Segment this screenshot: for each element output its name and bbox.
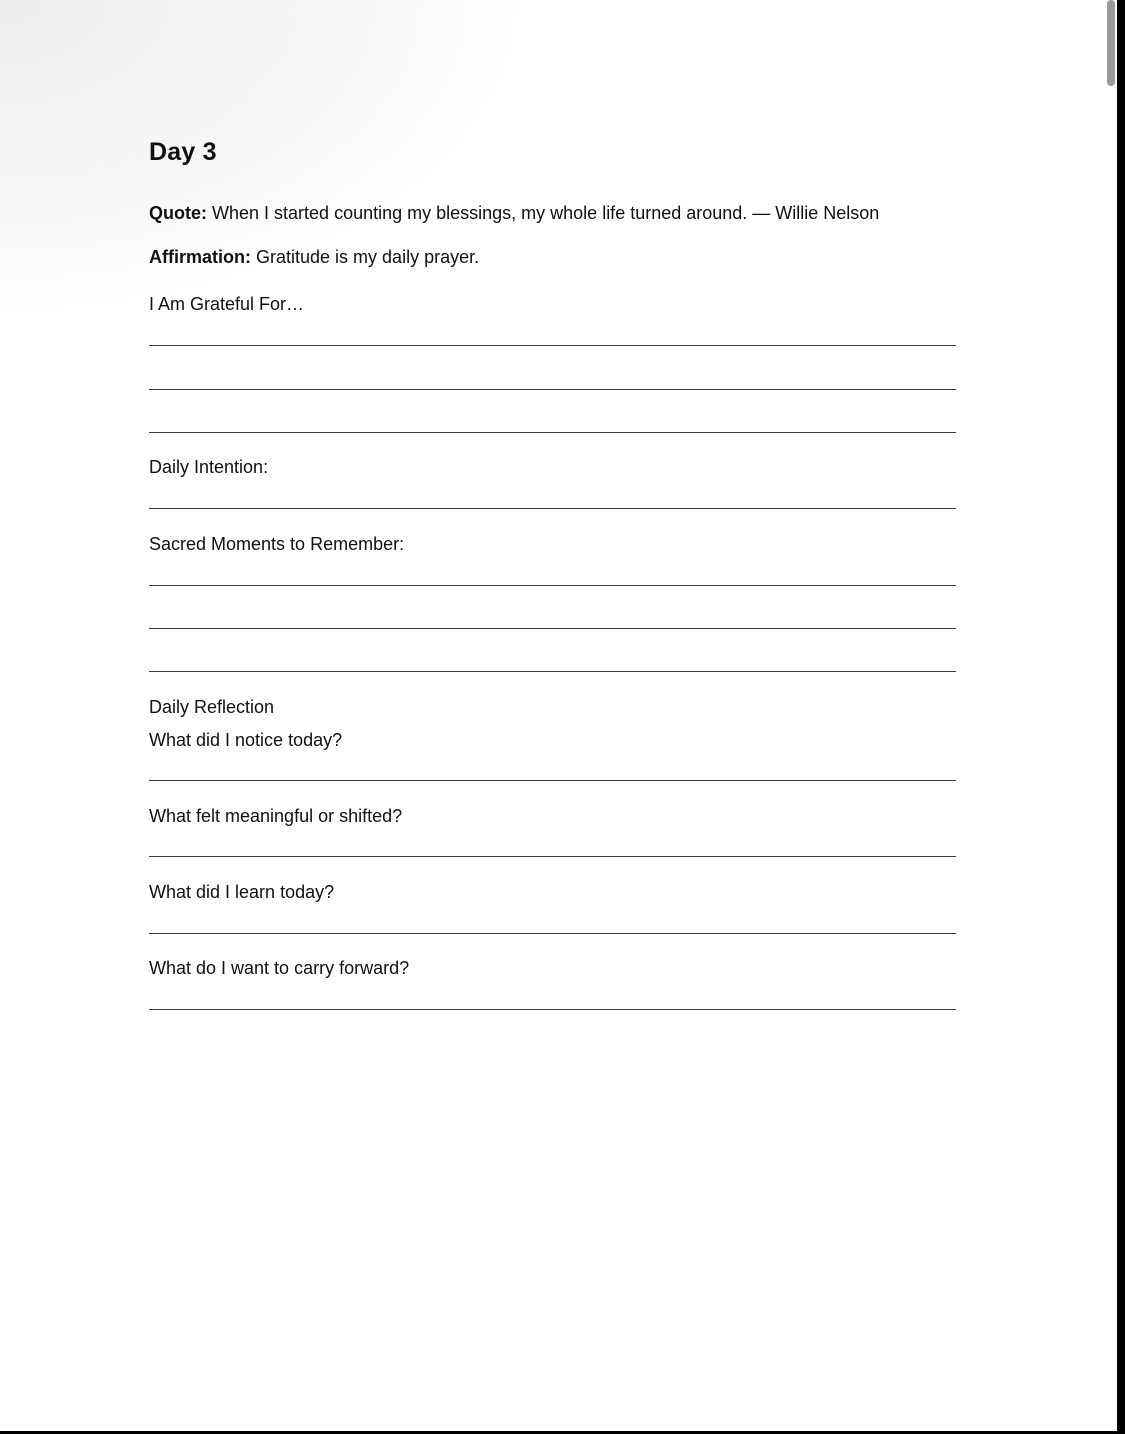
reflection-question-3: What did I learn today? [149,882,335,902]
quote-label: Quote: [149,203,207,223]
grateful-heading: I Am Grateful For… [149,294,305,314]
sacred-write-line-1 [149,585,956,586]
sacred-write-line-3 [149,671,956,672]
scrollbar-thumb[interactable] [1107,0,1115,86]
grateful-write-line-3 [149,432,956,433]
intention-write-line [149,508,956,509]
grateful-write-line-1 [149,345,956,346]
sacred-write-line-2 [149,628,956,629]
affirmation-label: Affirmation: [149,247,251,267]
affirmation-text: Gratitude is my daily prayer. [256,247,480,267]
page-title: Day 3 [149,138,217,166]
reflection-write-line-3 [149,933,956,934]
reflection-heading: Daily Reflection [149,697,275,717]
affirmation-line [149,247,479,268]
reflection-write-line-2 [149,856,956,857]
reflection-question-2: What felt meaningful or shifted? [149,806,403,826]
reflection-question-1: What did I notice today? [149,730,343,750]
quote-line [149,203,879,224]
quote-text: When I started counting my blessings, my whole life turned around. — Willie Nelson [212,203,880,223]
grateful-write-line-2 [149,389,956,390]
scrollbar-track[interactable] [1117,0,1125,1434]
sacred-heading: Sacred Moments to Remember: [149,534,405,554]
reflection-write-line-4 [149,1009,956,1010]
reflection-question-4: What do I want to carry forward? [149,958,410,978]
reflection-write-line-1 [149,780,956,781]
intention-heading: Daily Intention: [149,457,269,477]
